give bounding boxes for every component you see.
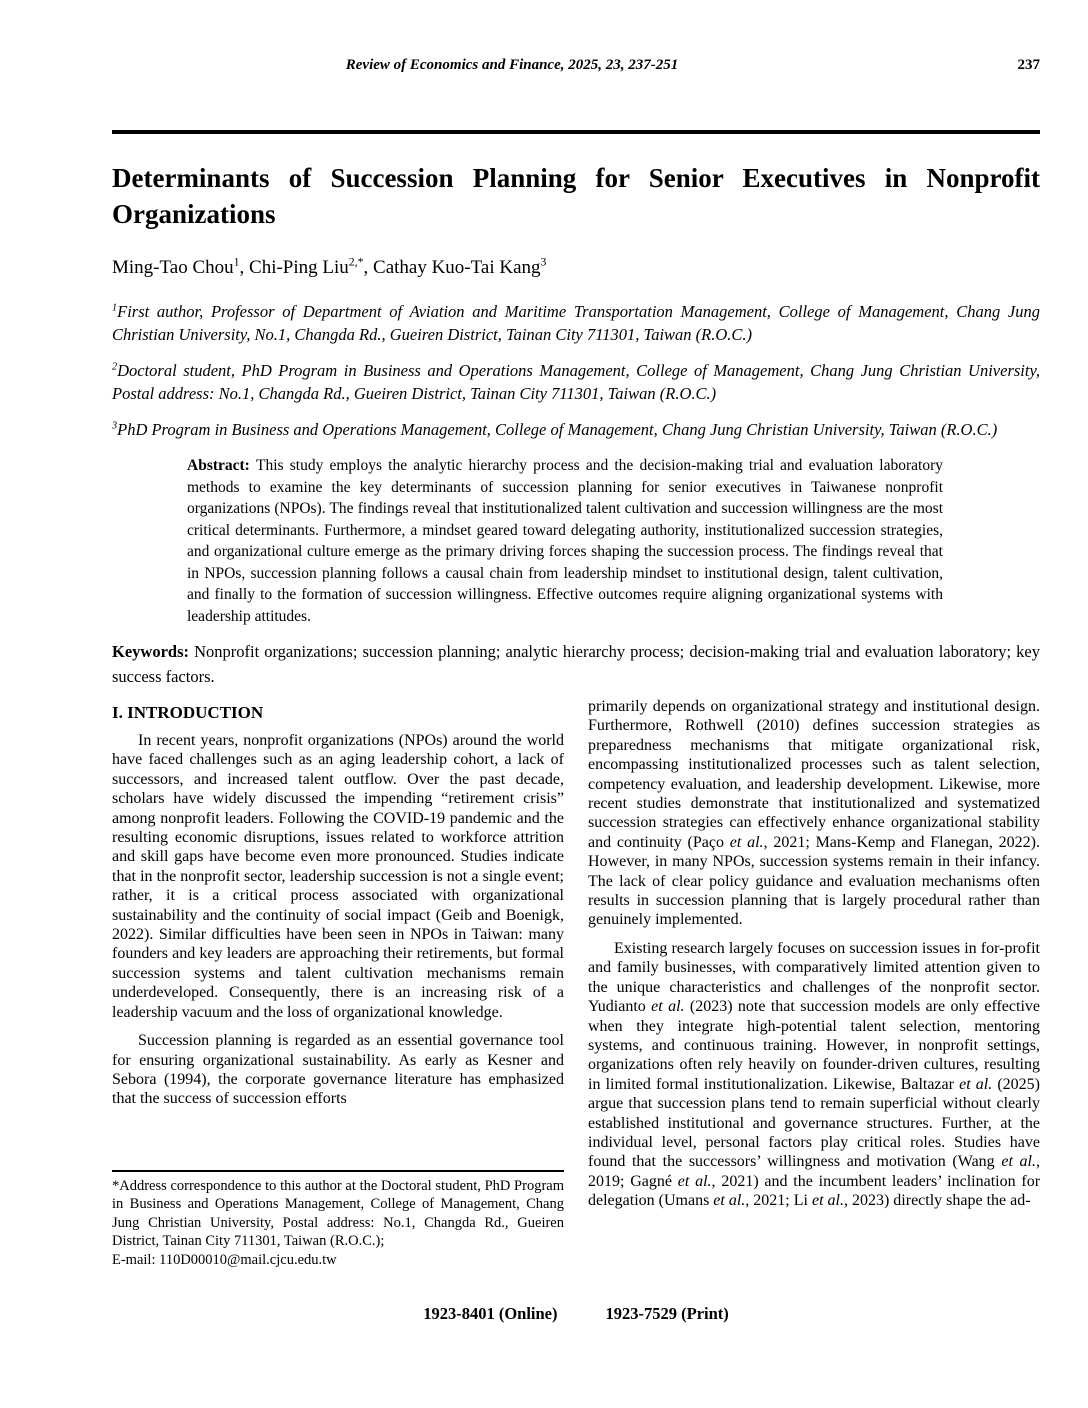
issn-online: 1923-8401 (Online) (423, 1304, 558, 1323)
left-column (112, 697, 564, 1269)
two-column-body (112, 697, 1040, 1269)
footnote-email: E-mail: 110D00010@mail.cjcu.edu.tw (112, 1251, 337, 1268)
affiliation-3: $^3$PhD Program in Business and Operations Management, College of Management, Chang Jung Christian University, Taiwan (R.O.C.) (112, 420, 998, 439)
running-head (112, 0, 1040, 76)
footnote-divider-rule (112, 1170, 564, 1172)
header-divider-rule (112, 130, 1040, 134)
issn-print: 1923-7529 (Print) (605, 1304, 729, 1323)
article-title: Determinants of Succession Planning for Senior Executives in Nonprofit Organizations (112, 163, 1040, 229)
page-number: 237 (1017, 57, 1040, 73)
page-content (112, 0, 1040, 1269)
abstract-paragraph: Abstract: This study employs the analytic hierarchy process and the decision-making trial and evaluation laboratory methods to examine the key determinants of succession planning for senior executives in Taiwanese nonprofit organizations (NPOs). The findings reveal that institutionalized talent cultivation and succession willingness are the most critical determinants. Furthermore, a mindset geared toward delegating authority, institutionalized succession strategies, and organizational culture emerge as the primary driving forces shaping the succession process. The findings reveal that in NPOs, succession planning follows a causal chain from leadership mindset to institutional design, talent cultivation, and finally to the formation of succession willingness. Effective outcomes require aligning organizational systems with leadership attitudes. (187, 457, 944, 625)
section-heading-introduction: I. INTRODUCTION (112, 703, 264, 722)
affiliation-1: $^1$First author, Professor of Department of Aviation and Maritime Transportation Management, College of Management, Chang Jung Christian University, No.1, Changda Rd., Gueiren District, Tainan City 711301, Taiwan (R.O.C.) (112, 302, 1040, 344)
journal-citation: Review of Economics and Finance, 2025, 23, 237-251 (345, 57, 679, 73)
keywords-paragraph: Keywords: Nonprofit organizations; succession planning; analytic hierarchy process; decision-making trial and evaluation laboratory; key success factors. (112, 642, 1041, 686)
affiliation-2: $^2$Doctoral student, PhD Program in Business and Operations Management, College of Management, Chang Jung Christian University, Postal address: No.1, Changda Rd., Gueiren District, Tainan City 711301, Taiwan (R.O.C.) (112, 361, 1040, 403)
issn-footer (112, 1304, 1040, 1324)
footnote-address: *Address correspondence to this author at the Doctoral student, PhD Program in Business and Operations Management, College of Management, Chang Jung Christian University, Postal address: No.1, Changda Rd., Gueiren District, Tainan City 711301, Taiwan (R.O.C.); (112, 1177, 564, 1249)
right-column (588, 697, 1040, 1269)
intro-paragraph-2: Succession planning is regarded as an essential governance tool for ensuring organizational sustainability. As early as Kesner and Sebora (1994), the corporate governance literature has emphasized that the success of succession efforts (112, 1032, 564, 1108)
right-paragraph-2: Existing research largely focuses on succession issues in for-profit and family businesses, with comparatively limited attention given to the unique characteristics and challenges of the nonprofit sector. Yudianto et al. (2023) note that succession models are only effective when they integrate high-potential talent selection, mentoring systems, and continuous training. However, in nonprofit settings, organizations often rely heavily on founder-driven cultures, resulting in limited formal institutionalization. Likewise, Baltazar et al. (2025) argue that succession plans tend to remain superficial without clearly established institutional and governance structures. Further, at the individual level, personal factors play critical roles. Studies have found that the successors’ willingness and motivation (Wang et al., 2019; Gagné et al., 2021) and the incumbent leaders’ inclination for delegation (Umans et al., 2021; Li et al., 2023) directly shape the ad- (588, 939, 1041, 1210)
correspondence-footnote (112, 1170, 564, 1270)
affiliations (112, 300, 1040, 441)
right-paragraph-1: primarily depends on organizational strategy and institutional design. Furthermore, Rothwell (2010) defines succession strategies as preparedness mechanisms that mitigate organizational risk, encompassing institutionalized processes such as talent selection, competency evaluation, and leadership development. Likewise, more recent studies demonstrate that institutionalized and systematized succession strategies can effectively enhance organizational stability and continuity (Paço et al., 2021; Mans-Kemp and Flanegan, 2022). However, in many NPOs, succession systems remain in their infancy. The lack of clear policy guidance and evaluation mechanisms often results in succession planning that is largely procedural rather than genuinely implemented. (588, 698, 1040, 929)
authors-line: Ming-Tao Chou$^1$, Chi-Ping Liu$^{2,*}$, Cathay Kuo-Tai Kang$^3$ (112, 255, 547, 278)
intro-paragraph-1: In recent years, nonprofit organizations (NPOs) around the world have faced challenges such as an aging leadership cohort, a lack of successors, and increased talent outflow. Over the past decade, scholars have widely discussed the impending “retirement crisis” among nonprofit leaders. Following the COVID-19 pandemic and the resulting economic disruptions, issues related to workforce attrition and skill gaps have become even more pronounced. Studies indicate that in the nonprofit sector, leadership succession is not a single event; rather, it is a critical process associated with organizational sustainability and the continuity of social impact (Geib and Boenigk, 2022). Similar difficulties have been seen in NPOs in Taiwan: many founders and key leaders are approaching their retirements, but formal succession systems and talent cultivation mechanisms remain underdeveloped. Consequently, there is an increasing risk of a leadership vacuum and the loss of organizational knowledge. (112, 732, 564, 1021)
